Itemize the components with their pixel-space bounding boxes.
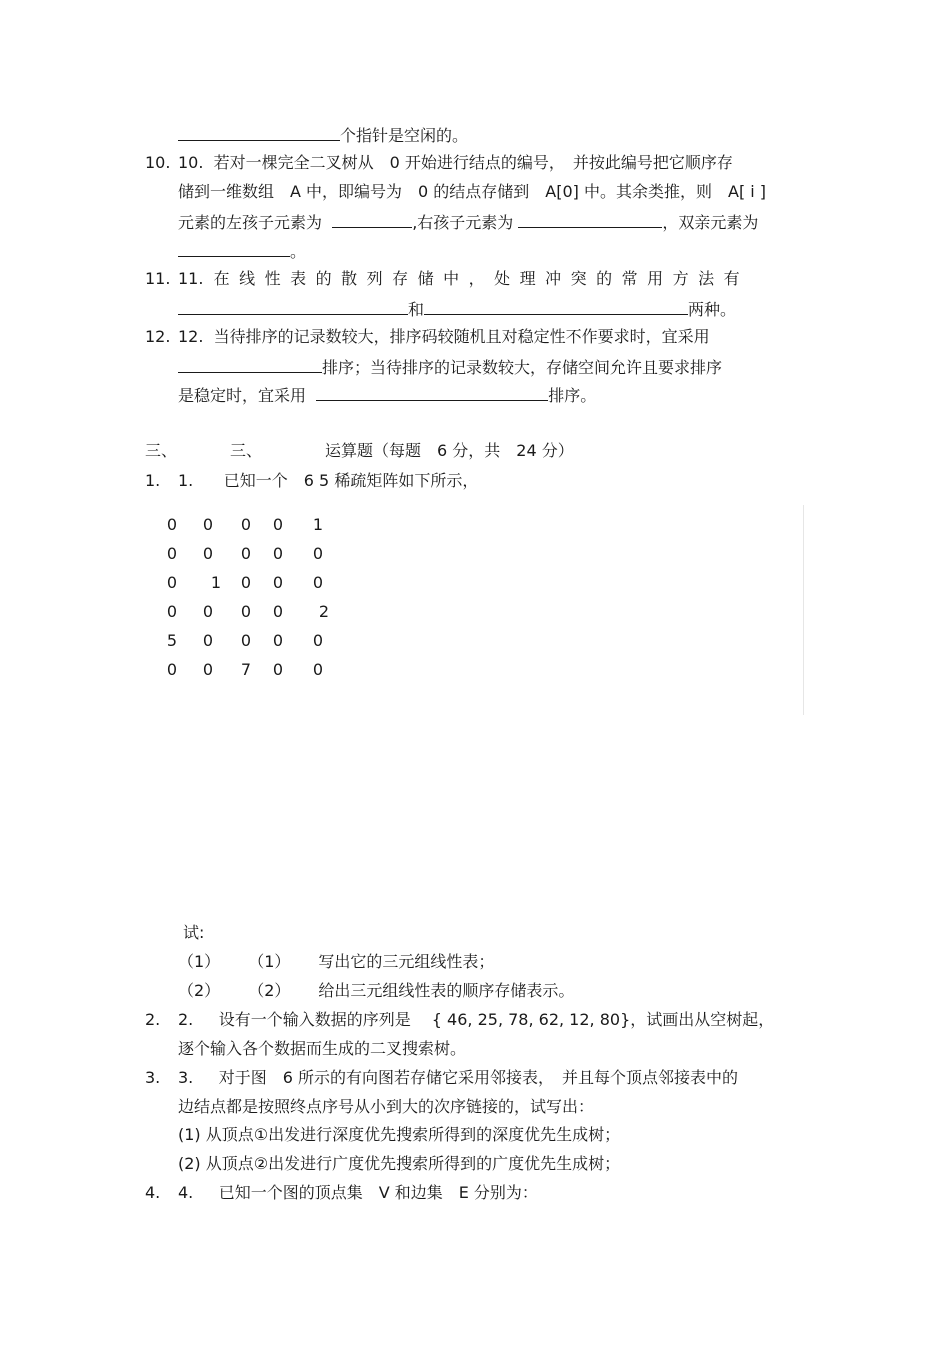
matrix-cell: 0 [202, 602, 214, 621]
calc-3-sub2: (2) 从顶点②出发进行广度优先搜索所得到的广度优先生成树； [178, 1154, 621, 1173]
matrix-cell: 0 [202, 660, 214, 679]
calc-1-sub1: （1） （1） 写出它的三元组线性表； [178, 952, 495, 971]
matrix-cell: 0 [202, 544, 214, 563]
matrix-cell: 0 [240, 602, 252, 621]
matrix-cell: 0 [202, 631, 214, 650]
calc-1-line1: 1. 已知一个 6 5 稀疏矩阵如下所示， [178, 471, 479, 490]
calc-1-sub2: （2） （2） 给出三元组线性表的顺序存储表示。 [178, 981, 575, 1000]
answer-blank[interactable] [332, 210, 412, 228]
matrix-cell: 0 [272, 515, 284, 534]
matrix-cell: 0 [240, 515, 252, 534]
matrix-cell: 0 [272, 544, 284, 563]
matrix-cell: 1 [312, 515, 324, 534]
matrix-cell: 1 [210, 573, 222, 592]
calc-2-number: 2. [145, 1010, 161, 1029]
question-10-line1: 10. 若对一棵完全二叉树从 0 开始进行结点的编号， 并按此编号把它顺序存 [178, 153, 733, 172]
matrix-cell: 0 [312, 631, 324, 650]
calc-1-try: 试: [183, 923, 205, 942]
matrix-cell: 0 [312, 573, 324, 592]
calc-4-number: 4. [145, 1183, 161, 1202]
question-10-line2: 储到一维数组 A 中，即编号为 0 的结点存储到 A[0] 中。其余类推，则 A[ i ] [178, 182, 767, 201]
calc-3-number: 3. [145, 1068, 161, 1087]
calc-3-sub1: (1) 从顶点①出发进行深度优先搜索所得到的深度优先生成树； [178, 1125, 621, 1144]
matrix-cell: 0 [166, 573, 178, 592]
matrix-cell: 5 [166, 631, 178, 650]
matrix-cell: 0 [312, 544, 324, 563]
matrix-cell: 0 [240, 573, 252, 592]
line-text: 个指针是空闲的。 [340, 126, 469, 145]
matrix-cell: 0 [240, 544, 252, 563]
matrix-cell: 2 [318, 602, 330, 621]
carry-over-line [178, 123, 468, 147]
matrix-cell: 0 [272, 660, 284, 679]
answer-blank[interactable] [178, 239, 290, 257]
section-3-title: 运算题（每题 6 分，共 24 分） [325, 441, 574, 460]
answer-blank[interactable] [178, 297, 408, 315]
answer-blank[interactable] [178, 355, 322, 373]
matrix-cell: 0 [166, 602, 178, 621]
matrix-cell: 0 [166, 544, 178, 563]
matrix-cell: 0 [240, 631, 252, 650]
matrix-cell: 0 [272, 631, 284, 650]
calc-4-line1: 4. 已知一个图的顶点集 V 和边集 E 分别为： [178, 1183, 538, 1202]
calc-2-line1: 2. 设有一个输入数据的序列是 { 46, 25, 78, 62, 12, 80}，试画出从空树起， [178, 1010, 775, 1029]
question-10-line4: 。 [178, 239, 306, 263]
matrix-cell: 0 [202, 515, 214, 534]
matrix-cell: 0 [272, 573, 284, 592]
answer-blank[interactable] [178, 123, 340, 141]
calc-3-line1: 3. 对于图 6 所示的有向图若存储它采用邻接表， 并且每个顶点邻接表中的 [178, 1068, 738, 1087]
question-11-line1: 11. 在线性表的散列存储中，处理冲突的常用方法有 [178, 269, 750, 288]
calc-1-number: 1. [145, 471, 161, 490]
answer-blank[interactable] [316, 383, 548, 401]
matrix-cell: 0 [312, 660, 324, 679]
question-11-number: 11. [145, 269, 171, 288]
matrix-cell: 0 [272, 602, 284, 621]
answer-blank[interactable] [518, 210, 662, 228]
question-11-line2: 和 两种。 [178, 297, 736, 321]
matrix-cell: 7 [240, 660, 252, 679]
section-3-label-2: 三、 [230, 441, 263, 460]
calc-3-line2: 边结点都是按照终点序号从小到大的次序链接的，试写出： [178, 1097, 595, 1116]
matrix-cell: 0 [166, 515, 178, 534]
question-10-number: 10. [145, 153, 171, 172]
margin-rule [803, 505, 804, 715]
question-12-line3: 是稳定时，宜采用 排序。 [178, 383, 596, 407]
question-12-line1: 12. 当待排序的记录数较大，排序码较随机且对稳定性不作要求时，宜采用 [178, 327, 710, 346]
question-12-line2: 排序；当待排序的记录数较大，存储空间允许且要求排序 [178, 355, 722, 379]
calc-2-line2: 逐个输入各个数据而生成的二叉搜索树。 [178, 1039, 467, 1058]
answer-blank[interactable] [424, 297, 688, 315]
question-12-number: 12. [145, 327, 171, 346]
section-3-label: 三、 [145, 441, 178, 460]
question-10-line3: 元素的左孩子元素为 ,右孩子元素为 ，双亲元素为 [178, 210, 758, 234]
matrix-cell: 0 [166, 660, 178, 679]
